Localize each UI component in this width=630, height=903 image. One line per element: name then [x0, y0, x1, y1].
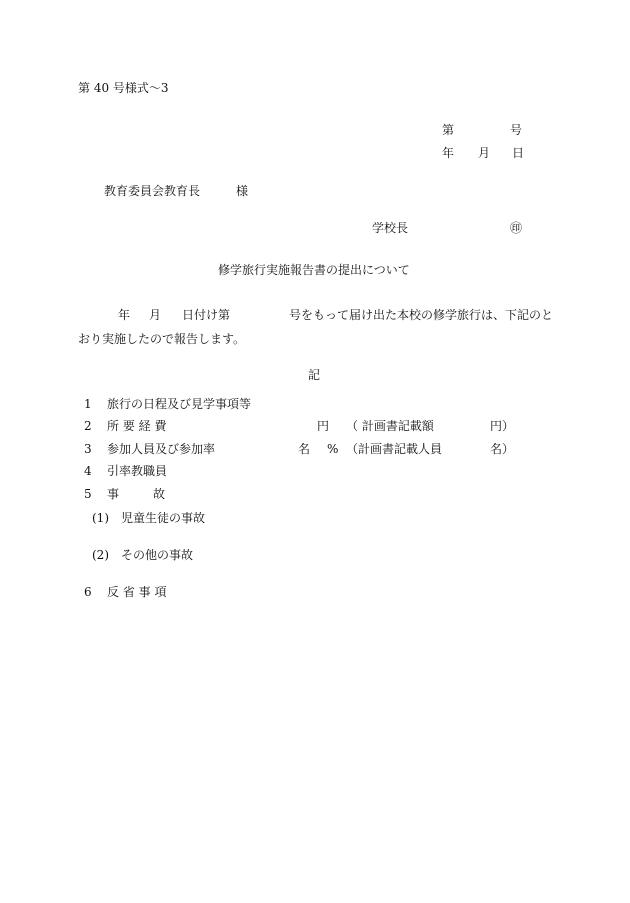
body-month: 月 — [149, 308, 162, 322]
subitem-1-number: (1) — [92, 511, 109, 525]
item-2-yen: 円 — [317, 419, 330, 433]
doc-number-suffix: 号 — [510, 123, 523, 137]
item-3-number: 3 — [84, 442, 92, 456]
item-1-number: 1 — [84, 397, 92, 411]
addressee-title: 教育委員会教育長 — [104, 184, 201, 198]
item-3-plan-label: （計画書記載人員 — [346, 442, 443, 456]
subitem-2-number: (2) — [92, 548, 109, 562]
form-number: 第 40 号様式〜3 — [78, 81, 169, 95]
item-6-number: 6 — [84, 585, 92, 599]
item-2-label: 所 要 経 費 — [107, 419, 167, 433]
item-4-number: 4 — [84, 464, 92, 478]
date-year: 年 — [442, 146, 455, 160]
item-5-label-first: 事 — [107, 487, 120, 501]
subitem-2-label: その他の事故 — [121, 548, 194, 562]
subject-title: 修学旅行実施報告書の提出について — [218, 263, 410, 277]
subitem-1-label: 児童生徒の事故 — [121, 511, 206, 525]
item-5-number: 5 — [84, 487, 92, 501]
item-3-mei: 名 — [298, 442, 311, 456]
item-2-plan-yen: 円） — [490, 419, 515, 433]
ki-heading: 記 — [308, 368, 321, 382]
body-line1-rest: 号をもって届け出た本校の修学旅行は、下記のと — [289, 308, 554, 322]
item-6-label: 反 省 事 項 — [107, 585, 167, 599]
date-day: 日 — [512, 146, 525, 160]
doc-number-prefix: 第 — [442, 123, 455, 137]
body-year: 年 — [118, 308, 131, 322]
item-3-label: 参加人員及び参加率 — [107, 442, 216, 456]
item-4-label: 引率教職員 — [107, 464, 168, 478]
addressee-honorific: 様 — [236, 184, 249, 198]
item-3-plan-mei: 名） — [490, 442, 515, 456]
body-line2: おり実施したので報告します。 — [78, 332, 246, 346]
item-2-plan-label: （ 計画書記載額 — [346, 419, 434, 433]
sender-title: 学校長 — [372, 221, 409, 235]
date-month: 月 — [478, 146, 491, 160]
item-3-percent: % — [327, 442, 339, 456]
item-1-label: 旅行の日程及び見学事項等 — [107, 397, 252, 411]
item-5-label-second: 故 — [153, 487, 166, 501]
seal-mark: ㊞ — [510, 221, 523, 235]
item-2-number: 2 — [84, 419, 92, 433]
body-date-prefix: 日付け第 — [182, 308, 231, 322]
